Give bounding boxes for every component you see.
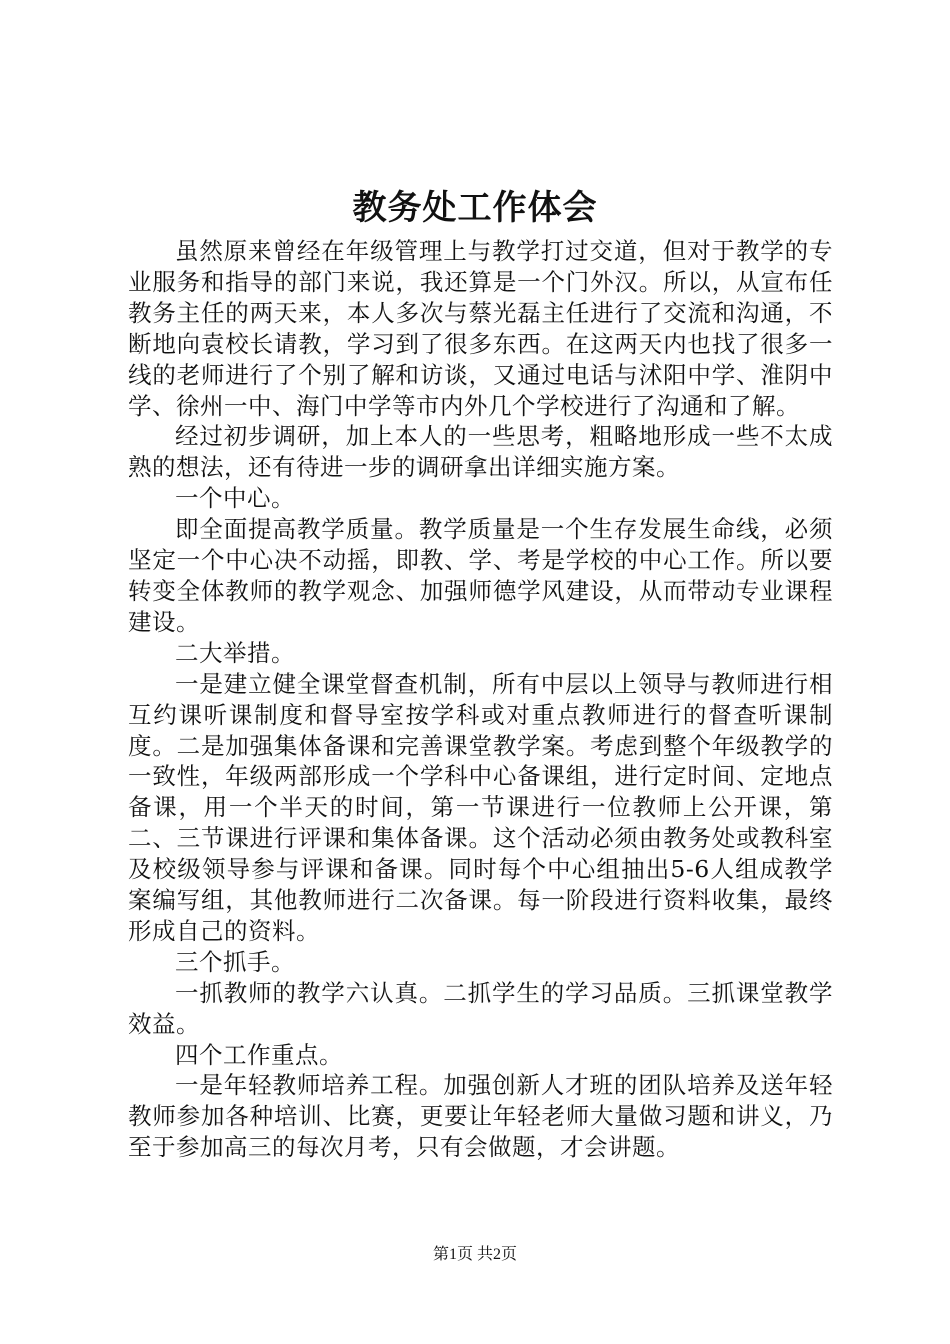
paragraph-two-measures: 一是建立健全课堂督查机制，所有中层以上领导与教师进行相互约课听课制度和督导室按学科或对重点教师进行的督查听课制度。二是加强集体备课和完善课堂教学案。考虑到整个年级教学的一致性，年级两部形成一个学科中心备课组，进行定时间、定地点备课，用一个半天的时间，第一节课进行一位教师上公开课，第二、三节课进行评课和集体备课。这个活动必须由教务处或教科室及校级领导参与评课和备课。同时每个中心组抽出5-6人组成教学案编写组，其他教师进行二次备课。每一阶段进行资料收集，最终形成自己的资料。	[128, 669, 833, 945]
paragraph-four-focuses: 一是年轻教师培养工程。加强创新人才班的团队培养及送年轻教师参加各种培训、比赛，更要让年轻老师大量做习题和讲义，乃至于参加高三的每次月考，只有会做题，才会讲题。	[128, 1071, 833, 1162]
page-footer: 第1页 共2页	[432, 1246, 517, 1263]
document-title: 教务处工作体会	[352, 188, 598, 228]
heading-two-measures: 二大举措。	[175, 638, 295, 667]
paragraph-three-grips: 一抓教师的教学六认真。二抓学生的学习品质。三抓课堂教学效益。	[128, 978, 833, 1038]
paragraph-one-center: 即全面提高教学质量。教学质量是一个生存发展生命线，必须坚定一个中心决不动摇，即教、学、考是学校的中心工作。所以要转变全体教师的教学观念、加强师德学风建设，从而带动专业课程建设。	[128, 515, 833, 636]
document-body	[128, 236, 833, 1163]
heading-three-grips: 三个抓手。	[175, 947, 295, 976]
paragraph-intro: 虽然原来曾经在年级管理上与教学打过交道，但对于教学的专业服务和指导的部门来说，我还算是一个门外汉。所以，从宣布任教务主任的两天来，本人多次与蔡光磊主任进行了交流和沟通，不断地向袁校长请教，学习到了很多东西。在这两天内也找了很多一线的老师进行了个别了解和访谈，又通过电话与沭阳中学、淮阴中学、徐州一中、海门中学等市内外几个学校进行了沟通和了解。	[128, 237, 833, 420]
heading-four-focuses: 四个工作重点。	[175, 1040, 343, 1069]
paragraph-preliminary-research: 经过初步调研，加上本人的一些思考，粗略地形成一些不太成熟的想法，还有待进一步的调研拿出详细实施方案。	[128, 422, 833, 482]
heading-one-center: 一个中心。	[175, 484, 295, 513]
